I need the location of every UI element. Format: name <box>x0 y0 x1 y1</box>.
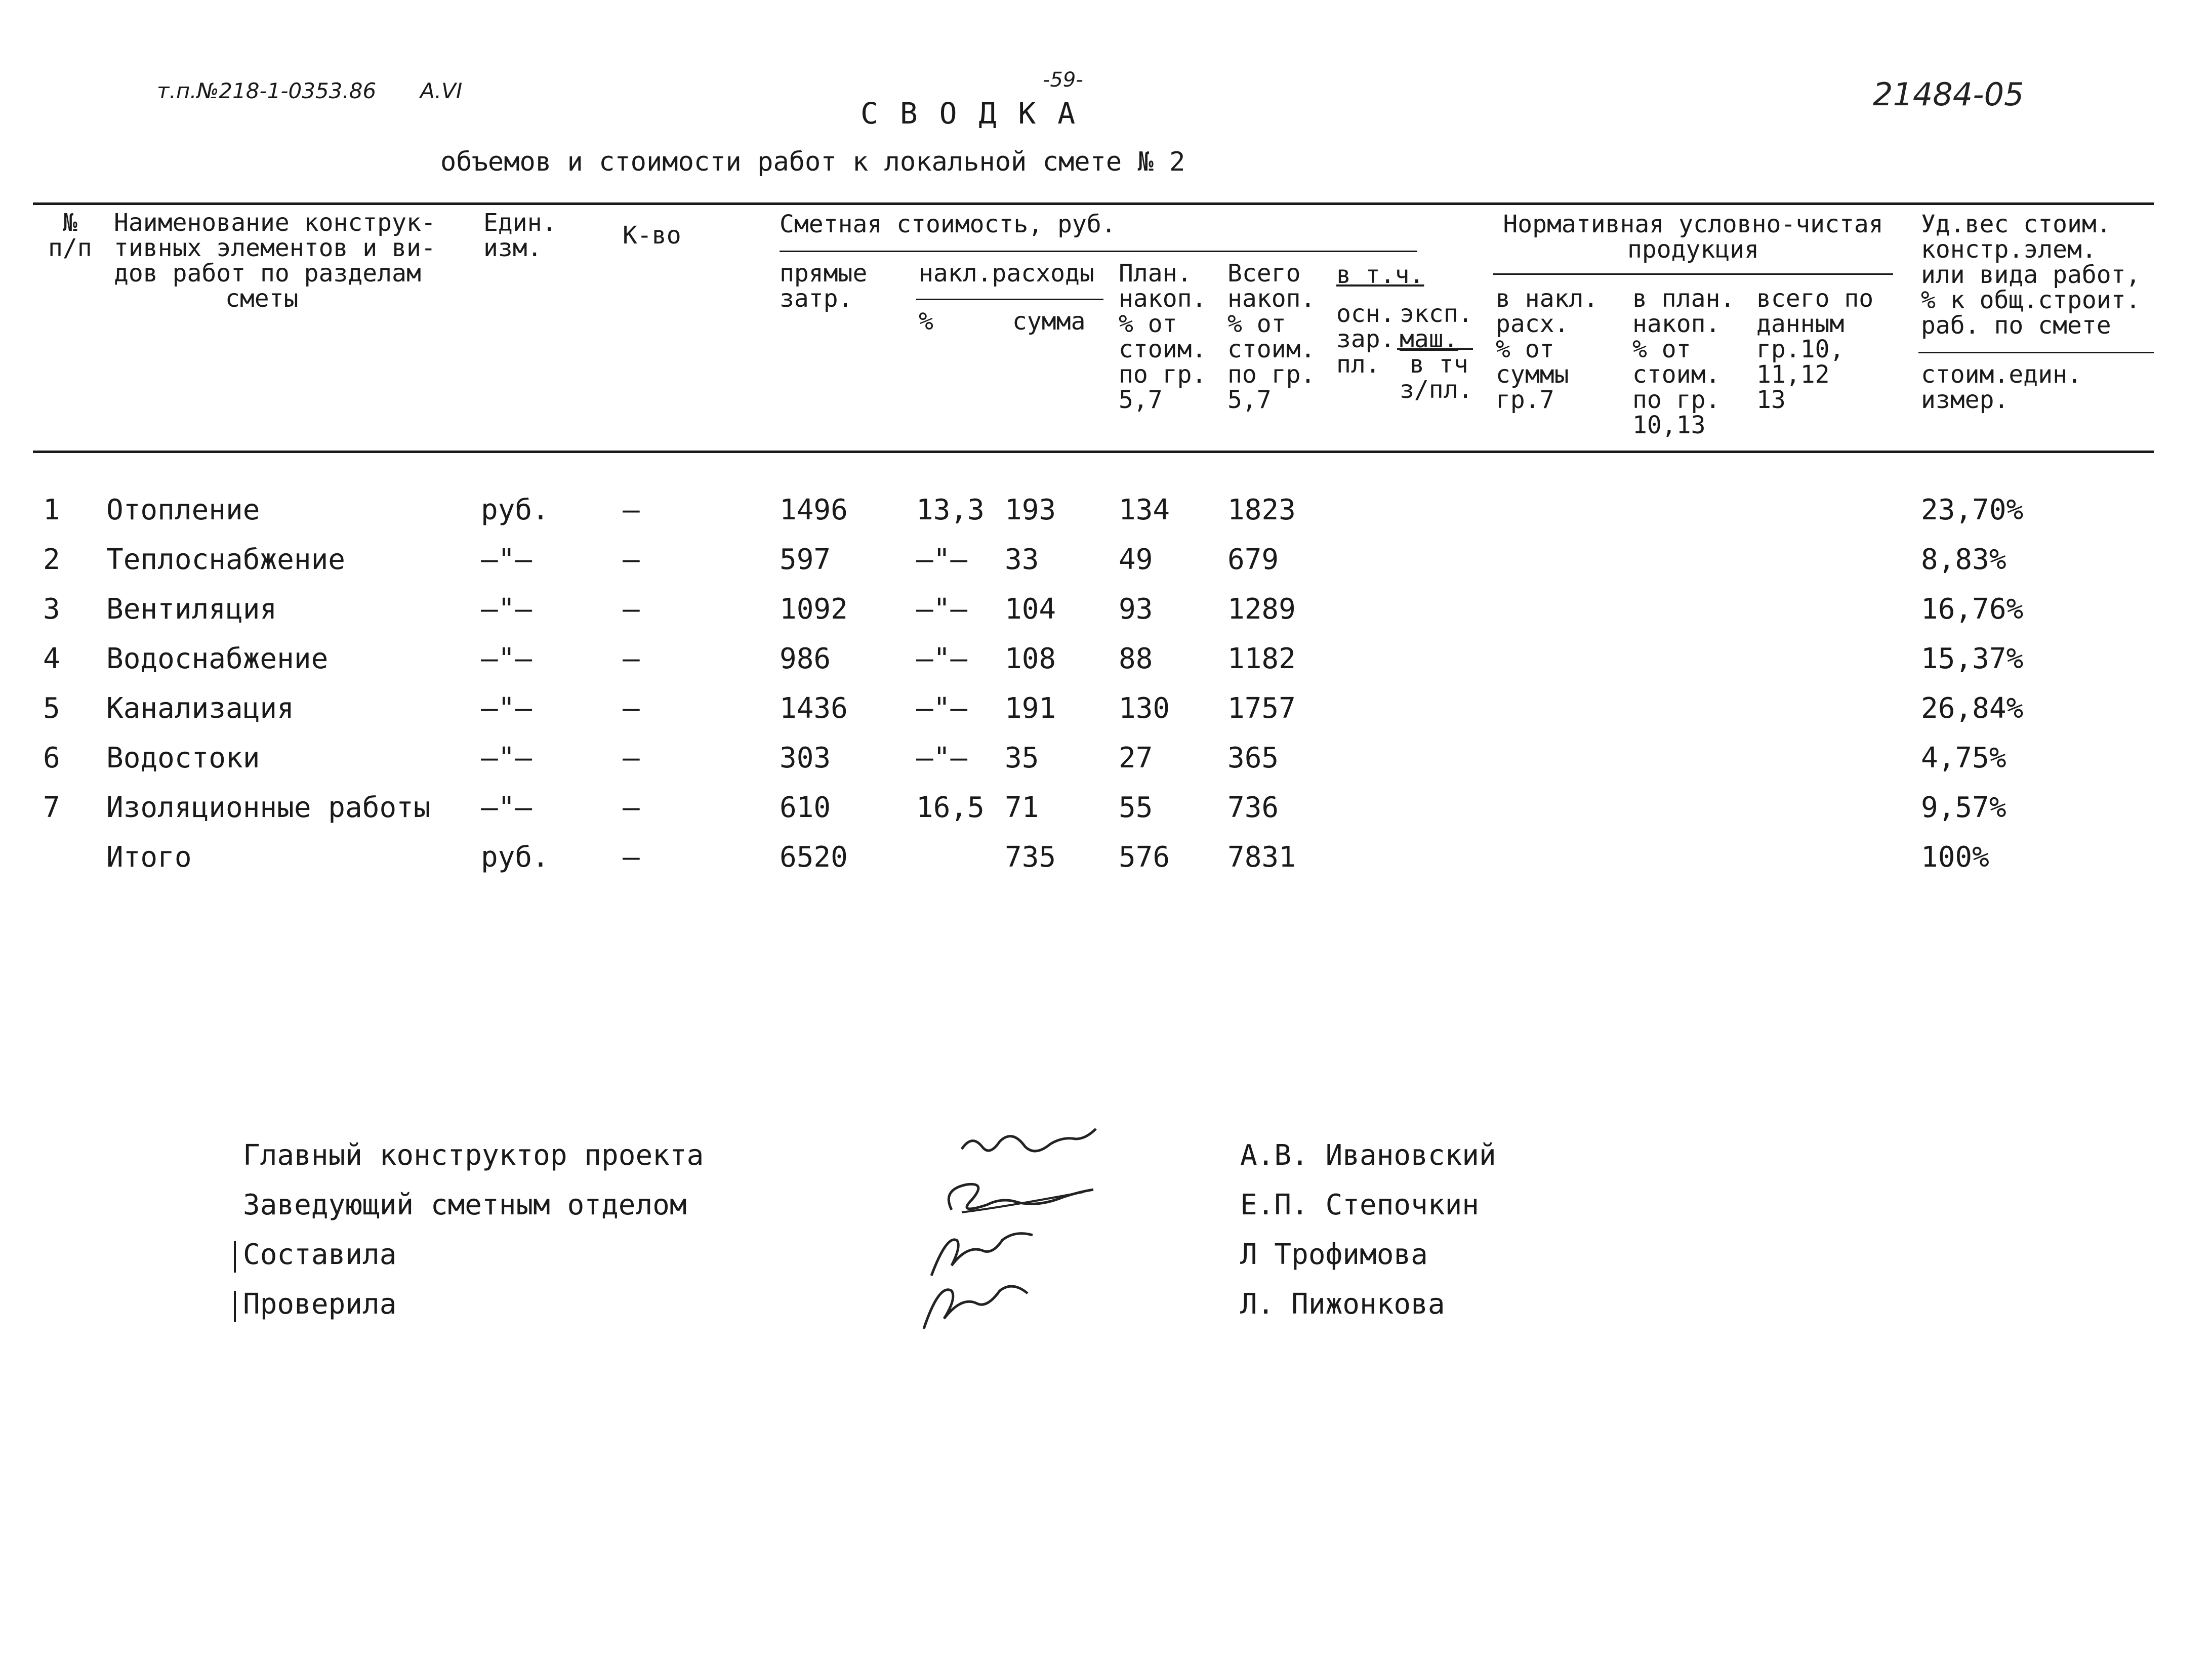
cell-unit: –"– <box>481 593 532 626</box>
cell-name: Изоляционные работы <box>106 791 431 824</box>
header-norm-overhead: в накл. расх. % от суммы гр.7 <box>1496 284 1599 414</box>
cell-planned: 134 <box>1119 494 1170 526</box>
cell-sum: 33 <box>1005 543 1039 576</box>
header-total-acc: Всего накоп. % от стоим. по гр. 5,7 <box>1227 259 1316 414</box>
cell-sum: 71 <box>1005 791 1039 824</box>
signature-image <box>911 1273 1043 1339</box>
header-qty: К-во <box>623 221 681 250</box>
cell-direct: 986 <box>780 642 831 675</box>
cell-total: 1289 <box>1227 593 1296 626</box>
cell-num: 7 <box>43 791 60 824</box>
overhead-rule <box>916 299 1103 300</box>
cell-share: 23,70% <box>1921 494 2024 526</box>
cell-qty: – <box>623 841 640 874</box>
cell-direct: 610 <box>780 791 831 824</box>
cell-direct: 1436 <box>780 692 848 725</box>
page-number: -59- <box>1043 68 1083 92</box>
cell-qty: – <box>623 692 640 725</box>
cell-sum: 104 <box>1005 593 1056 626</box>
cell-pct: –"– <box>916 642 968 675</box>
cell-direct: 6520 <box>780 841 848 874</box>
header-norm-planned: в план. накоп. % от стоим. по гр. 10,13 <box>1632 284 1735 439</box>
cell-pct: –"– <box>916 593 968 626</box>
cell-qty: – <box>623 742 640 774</box>
cell-name: Водоснабжение <box>106 642 329 675</box>
cell-unit: –"– <box>481 742 532 774</box>
cell-direct: 597 <box>780 543 831 576</box>
table-header-bottom-rule <box>33 451 2154 453</box>
signer-name: Л Трофимова <box>1240 1238 1428 1271</box>
header-cost-group: Сметная стоимость, руб. <box>780 210 1116 238</box>
cell-planned: 27 <box>1119 742 1153 774</box>
cell-pct: –"– <box>916 543 968 576</box>
cell-planned: 93 <box>1119 593 1153 626</box>
cell-direct: 1092 <box>780 593 848 626</box>
cell-num: 4 <box>43 642 60 675</box>
cell-unit: –"– <box>481 543 532 576</box>
page-title: С В О Д К А <box>861 96 1078 131</box>
header-num: № п/п <box>48 209 92 262</box>
cell-total: 1823 <box>1227 494 1296 526</box>
margin-mark <box>234 1241 236 1273</box>
cell-unit: –"– <box>481 692 532 725</box>
cell-num: 1 <box>43 494 60 526</box>
page-subtitle: объемов и стоимости работ к локальной смете № 2 <box>440 147 1185 177</box>
cell-planned: 55 <box>1119 791 1153 824</box>
cell-pct: 13,3 <box>916 494 985 526</box>
cell-sum: 108 <box>1005 642 1056 675</box>
cell-name: Итого <box>106 841 192 874</box>
cell-name: Отопление <box>106 494 260 526</box>
signer-name: Е.П. Степочкин <box>1240 1189 1480 1221</box>
header-unit-cost: стоим.един. измер. <box>1921 360 2082 414</box>
header-norm-total: всего по данным гр.10, 11,12 13 <box>1756 284 1874 414</box>
cell-planned: 130 <box>1119 692 1170 725</box>
cell-planned: 88 <box>1119 642 1153 675</box>
signer-role: Проверила <box>243 1288 397 1321</box>
header-share: Уд.вес стоим. констр.элем. или вида работ, % к общ.строит. раб. по смете <box>1921 210 2141 340</box>
cell-qty: – <box>623 593 640 626</box>
header-incl-mach: эксп. маш. в тч з/пл. <box>1400 300 1473 404</box>
signer-role: Составила <box>243 1238 397 1271</box>
cell-unit: руб. <box>481 841 549 874</box>
cell-name: Водостоки <box>106 742 260 774</box>
signer-name: А.В. Ивановский <box>1240 1139 1496 1172</box>
header-direct: прямые затр. <box>780 259 868 313</box>
cell-qty: – <box>623 791 640 824</box>
cell-total: 365 <box>1227 742 1279 774</box>
cell-share: 8,83% <box>1921 543 2006 576</box>
cell-num: 2 <box>43 543 60 576</box>
cell-name: Вентиляция <box>106 593 277 626</box>
header-normative: Нормативная условно-чистая продукция <box>1503 210 1883 264</box>
signature-image <box>936 1174 1109 1225</box>
cell-sum: 735 <box>1005 841 1056 874</box>
doc-code: т.п.№218-1-0353.86 <box>157 78 377 103</box>
header-incl-wage: осн. зар. пл. <box>1336 300 1395 379</box>
normative-rule <box>1493 273 1893 275</box>
header-planned: План. накоп. % от стоим. по гр. 5,7 <box>1119 259 1207 414</box>
cell-sum: 35 <box>1005 742 1039 774</box>
signature-image <box>952 1119 1114 1169</box>
cell-sum: 193 <box>1005 494 1056 526</box>
cell-qty: – <box>623 494 640 526</box>
cell-pct: –"– <box>916 742 968 774</box>
cell-direct: 303 <box>780 742 831 774</box>
cell-num: 3 <box>43 593 60 626</box>
cell-total: 1757 <box>1227 692 1296 725</box>
cell-pct: 16,5 <box>916 791 985 824</box>
cell-share: 15,37% <box>1921 642 2024 675</box>
cell-total: 679 <box>1227 543 1279 576</box>
cell-unit: руб. <box>481 494 549 526</box>
header-overhead-sum: сумма <box>1012 307 1086 336</box>
cell-share: 100% <box>1921 841 1989 874</box>
header-overhead: накл.расходы <box>919 259 1094 288</box>
cell-total: 7831 <box>1227 841 1296 874</box>
cell-unit: –"– <box>481 791 532 824</box>
cell-unit: –"– <box>481 642 532 675</box>
cost-group-rule <box>780 251 1417 252</box>
cell-name: Канализация <box>106 692 294 725</box>
cell-share: 9,57% <box>1921 791 2006 824</box>
table-top-rule <box>33 202 2154 205</box>
cell-total: 1182 <box>1227 642 1296 675</box>
cell-direct: 1496 <box>780 494 848 526</box>
margin-mark <box>234 1291 236 1322</box>
cell-name: Теплоснабжение <box>106 543 346 576</box>
cell-sum: 191 <box>1005 692 1056 725</box>
cell-planned: 49 <box>1119 543 1153 576</box>
cell-share: 16,76% <box>1921 593 2024 626</box>
cell-qty: – <box>623 543 640 576</box>
cell-planned: 576 <box>1119 841 1170 874</box>
cell-pct: –"– <box>916 692 968 725</box>
header-unit: Един. изм. <box>483 209 557 262</box>
header-name: Наименование конструк- тивных элементов и ви- дов работ по разделам сметы <box>114 209 436 313</box>
archive-number: 21484-05 <box>1873 76 2024 113</box>
signer-role: Главный конструктор проекта <box>243 1139 704 1172</box>
cell-num: 6 <box>43 742 60 774</box>
album-label: А.VI <box>420 78 463 103</box>
share-rule <box>1918 352 2154 353</box>
cell-num: 5 <box>43 692 60 725</box>
cell-qty: – <box>623 642 640 675</box>
cell-share: 26,84% <box>1921 692 2024 725</box>
cell-share: 4,75% <box>1921 742 2006 774</box>
signer-role: Заведующий сметным отделом <box>243 1189 687 1221</box>
header-incl: в т.ч. <box>1336 261 1424 289</box>
signer-name: Л. Пижонкова <box>1240 1288 1445 1321</box>
header-overhead-pct: % <box>919 307 933 336</box>
cell-total: 736 <box>1227 791 1279 824</box>
